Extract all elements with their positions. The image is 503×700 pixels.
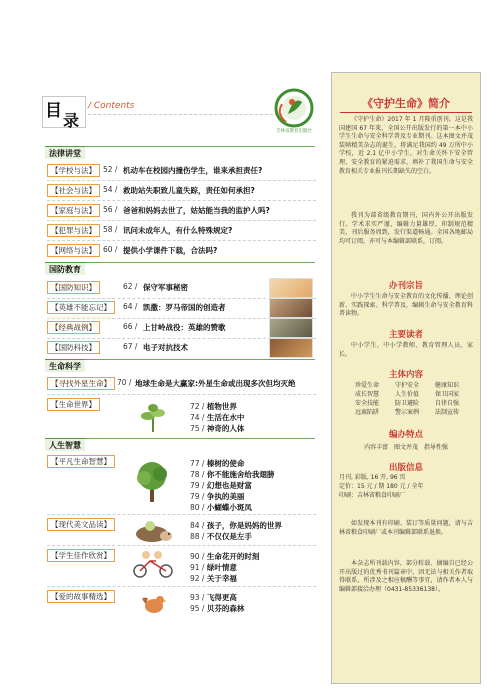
toc-title: 你不能施舍给我翅膀 — [206, 470, 275, 479]
toc-page: 62 / — [123, 282, 138, 291]
toc-page: 79 / — [190, 481, 205, 490]
toc-page: 72 / — [190, 402, 205, 411]
toc-page: 90 / — [190, 552, 205, 561]
toc-subitem[interactable] — [190, 469, 274, 480]
toc-subitem[interactable] — [190, 480, 252, 491]
panel-readers: 中小学生、中小学教师、教育管理人员、家长。 — [339, 342, 473, 358]
row-divider — [47, 394, 316, 395]
toc-title: 榛树的使命 — [206, 459, 245, 468]
toc-title: 植物世界 — [206, 402, 237, 411]
toc-column-tag: 【国防知识】 — [47, 281, 100, 294]
toc-column-tag: 【寻找外星生命】 — [47, 377, 115, 390]
toc-column-tag: 【犯罪与法】 — [47, 224, 100, 237]
toc-title: 地球生命是大赢家:外星生命或出现多次但均灭绝 — [135, 379, 296, 388]
toc-title: 讯问未成年人，有什么特殊规定? — [123, 226, 233, 235]
section-life-wisdom: 人生智慧 — [45, 438, 85, 451]
panel-title: 《守护生命》简介 — [362, 97, 450, 110]
toc-subitem[interactable] — [190, 401, 237, 412]
section-divider — [45, 146, 315, 147]
toc-column-tag: 【家庭与法】 — [47, 204, 100, 217]
toc-title: 电子对抗技术 — [143, 343, 188, 352]
toc-subitem[interactable] — [190, 573, 237, 584]
toc-column-tag: 【国防科技】 — [47, 341, 100, 354]
toc-column-tag: 【网络与法】 — [47, 244, 100, 257]
toc-title: 爸爸和妈妈去世了，姑姑能当我的监护人吗? — [123, 206, 270, 215]
toc-subitem[interactable] — [190, 551, 259, 562]
toc-row[interactable] — [47, 341, 316, 354]
toc-subitem[interactable] — [190, 520, 282, 531]
panel-readers-heading: 主要读者 — [388, 330, 423, 340]
tree-illustration — [130, 458, 174, 504]
toc-page: 80 / — [190, 503, 205, 512]
toc-subitem[interactable] — [190, 412, 244, 423]
thumbnail-image — [269, 278, 313, 298]
contents-title-mu: 目 — [45, 101, 62, 121]
panel-issue-heading: 出版信息 — [388, 463, 423, 473]
tree-icon — [130, 458, 174, 504]
panel-column-item: 保卫国家 — [434, 391, 459, 398]
row-divider — [47, 545, 316, 546]
contents-subtitle: / Contents — [88, 101, 135, 111]
toc-page: 88 / — [190, 532, 205, 541]
panel-column-item: 防卫避险 — [394, 400, 419, 407]
toc-title: 提供小学课件下载，合法吗? — [123, 246, 218, 255]
toc-column-tag: 【学校与法】 — [47, 164, 100, 177]
toc-row[interactable] — [47, 377, 316, 390]
toc-row[interactable] — [47, 184, 316, 197]
toc-page: 84 / — [190, 521, 205, 530]
toc-page: 58 / — [103, 225, 118, 234]
toc-title: 机动车在校园内撞伤学生，谁来承担责任? — [123, 166, 263, 175]
panel-features: 内容丰富 图文并茂 指导性强 — [364, 444, 448, 451]
section-divider — [45, 359, 315, 360]
panel-column-item: 珍爱生命 — [354, 382, 379, 389]
section-defense: 国防教育 — [45, 262, 85, 275]
toc-column-tag: 【爱的故事精选】 — [47, 590, 115, 603]
toc-title: 孩子，你是妈妈的世界 — [206, 521, 282, 530]
toc-page: 74 / — [190, 413, 205, 422]
panel-column-item: 自律自强 — [434, 400, 459, 407]
toc-page: 52 / — [103, 165, 118, 174]
row-divider — [47, 240, 316, 241]
toc-column-tag: 【经典战例】 — [47, 321, 100, 334]
panel-title-divider — [340, 112, 472, 113]
toc-page: 91 / — [190, 563, 205, 572]
panel-columns-grid — [347, 381, 467, 417]
bird-illustration — [132, 588, 176, 618]
panel-purpose: 中小学生生命与安全教育的文化传播、理论创新、实践探索、科学普及，编辑生命与安全教育科普读物。 — [339, 293, 473, 318]
toc-title: 争执的美丽 — [206, 492, 245, 501]
header-divider — [88, 114, 288, 115]
panel-features-heading: 编办特点 — [388, 430, 423, 440]
toc-subitem[interactable] — [190, 562, 237, 573]
toc-title: 关于幸福 — [206, 574, 237, 583]
panel-issue-price: 定价：15 元 / 期 180 元 / 全年 — [339, 483, 424, 490]
section-divider — [45, 438, 315, 439]
panel-issue-info — [339, 473, 473, 500]
toc-title: 上甘岭战役：英雄的赞歌 — [143, 323, 226, 332]
toc-title: 凯撒：罗马帝国的创造者 — [143, 303, 226, 312]
hedgehog-illustration — [130, 518, 176, 544]
panel-column-item: 人生价值 — [394, 391, 419, 398]
toc-page: 75 / — [190, 424, 205, 433]
thumbnail-image — [269, 318, 313, 338]
toc-page: 78 / — [190, 470, 205, 479]
toc-row[interactable] — [47, 204, 316, 217]
panel-purpose-heading: 办刊宗旨 — [388, 281, 423, 291]
panel-quality-notice: 如发现本刊有印刷、装订等质量问题，请与吉林省粮食印刷厂或本刊编辑部联系退换。 — [339, 520, 473, 536]
section-divider — [45, 262, 315, 263]
toc-column-tag: 【学生佳作欣赏】 — [47, 549, 115, 562]
thumbnail-image — [269, 298, 313, 318]
toc-page: 66 / — [123, 322, 138, 331]
toc-row[interactable] — [47, 281, 316, 294]
toc-title: 绿叶情意 — [206, 563, 237, 572]
row-divider — [47, 200, 316, 201]
thumbnail-image — [269, 338, 313, 358]
toc-subitem[interactable] — [190, 603, 244, 614]
toc-page: 79 / — [190, 492, 205, 501]
panel-columns-heading: 主体内容 — [388, 370, 423, 380]
toc-row[interactable] — [47, 301, 316, 314]
panel-column-item: 远离陷阱 — [354, 409, 379, 416]
panel-column-item: 法制宣传 — [434, 409, 459, 416]
bird-icon — [132, 588, 176, 618]
toc-title: 神奇的人体 — [206, 424, 245, 433]
contents-title-lu: 录 — [63, 111, 80, 130]
panel-column-item: 安全技能 — [354, 400, 379, 407]
toc-row[interactable] — [47, 164, 316, 177]
panel-issue-format: 月刊, 彩版, 16 开, 96 页 — [339, 474, 406, 481]
toc-subitem[interactable] — [190, 502, 252, 513]
panel-intro-2: 我刊为部省级教育期刊，国内外公开出版发行。学术求实严谨，编辑力量雄厚，印制规范精美，刊后服务周到，发行渠道畅通。全国各地邮局均可订阅，亦可与本编辑部联系，订阅。 — [339, 212, 473, 245]
toc-title: 生活在水中 — [206, 413, 245, 422]
section-law: 法律讲堂 — [45, 146, 85, 159]
toc-page: 56 / — [103, 205, 118, 214]
panel-column-item: 成长智慧 — [354, 391, 379, 398]
toc-column-tag: 【社会与法】 — [47, 184, 100, 197]
toc-subitem[interactable] — [190, 592, 237, 603]
plant-icon — [136, 402, 170, 434]
toc-subitem[interactable] — [190, 423, 244, 434]
toc-page: 54 / — [103, 185, 118, 194]
toc-title: 小蝴蝶小斑凤 — [206, 503, 252, 512]
toc-page: 70 / — [117, 378, 132, 387]
toc-page: 64 / — [123, 302, 138, 311]
toc-title: 飞得更高 — [206, 593, 237, 602]
toc-title: 保守军事秘密 — [143, 283, 188, 292]
bicycle-icon — [130, 549, 176, 579]
toc-title: 生命花开的时刻 — [206, 552, 260, 561]
toc-title: 贝芬的森林 — [206, 604, 245, 613]
toc-page: 60 / — [103, 245, 118, 254]
toc-page: 67 / — [123, 342, 138, 351]
panel-column-item: 警示案例 — [394, 409, 419, 416]
toc-subitem[interactable] — [190, 531, 252, 542]
toc-column-tag: 【现代美文品读】 — [47, 518, 115, 531]
toc-row[interactable] — [47, 224, 316, 237]
toc-column-tag: 【平凡生命智慧】 — [47, 455, 115, 468]
row-divider — [47, 180, 316, 181]
panel-column-item: 守护安全 — [394, 382, 419, 389]
hedgehog-icon — [130, 518, 176, 544]
panel-column-item: 健康知识 — [434, 382, 459, 389]
panel-copyright-notice: 本杂志所刊载内容，部分转载、摘编自已经公开出版过的优秀书刊篇章中，因无法与相关作者取得联系，所涉及之相应稿酬等事宜，请作者本人与编辑部接洽办理（0431-85336138）。 — [339, 560, 473, 593]
section-life-science: 生命科学 — [45, 359, 85, 372]
toc-title: 幻想也是财富 — [206, 481, 252, 490]
toc-page: 93 / — [190, 593, 205, 602]
toc-column-tag: 【生命世界】 — [47, 398, 100, 411]
toc-subitem[interactable] — [190, 491, 244, 502]
row-divider — [47, 586, 316, 587]
toc-subitem[interactable] — [190, 458, 244, 469]
toc-row[interactable] — [47, 244, 316, 257]
toc-page: 77 / — [190, 459, 205, 468]
panel-issue-printer: 印刷：吉林省粮食印刷厂 — [339, 492, 406, 499]
row-divider — [47, 514, 316, 515]
publisher-logo — [262, 84, 326, 144]
toc-page: 95 / — [190, 604, 205, 613]
toc-row[interactable] — [47, 321, 316, 334]
plant-illustration — [136, 402, 170, 434]
publisher-logo-icon — [262, 84, 326, 144]
publisher-logo-text: 吉林省教育出版社 — [276, 129, 312, 134]
toc-page: 92 / — [190, 574, 205, 583]
panel-intro: 《守护生命》2017 年 1 月隆重创刊。这是我国建国 67 年来，全国公开出版发行的第一本中小学生生命与安全科学普及专业期刊。这本图文并茂装帧精美杂志的诞生，将满足我国约 49 万所中小学校，近 2.1 亿中小学生，对生命关怀下安全管理、安全教育的紧迫需求，填补了我国生命与安全教育相关专业报刊长期缺失的空白。 — [339, 116, 473, 175]
toc-title: 救助站失职致儿童失踪，责任如何承担? — [123, 186, 255, 195]
toc-column-tag: 【英雄不能忘记】 — [47, 301, 115, 314]
row-divider — [47, 220, 316, 221]
toc-title: 不仅仅是左手 — [206, 532, 252, 541]
bicycle-illustration — [130, 549, 176, 579]
